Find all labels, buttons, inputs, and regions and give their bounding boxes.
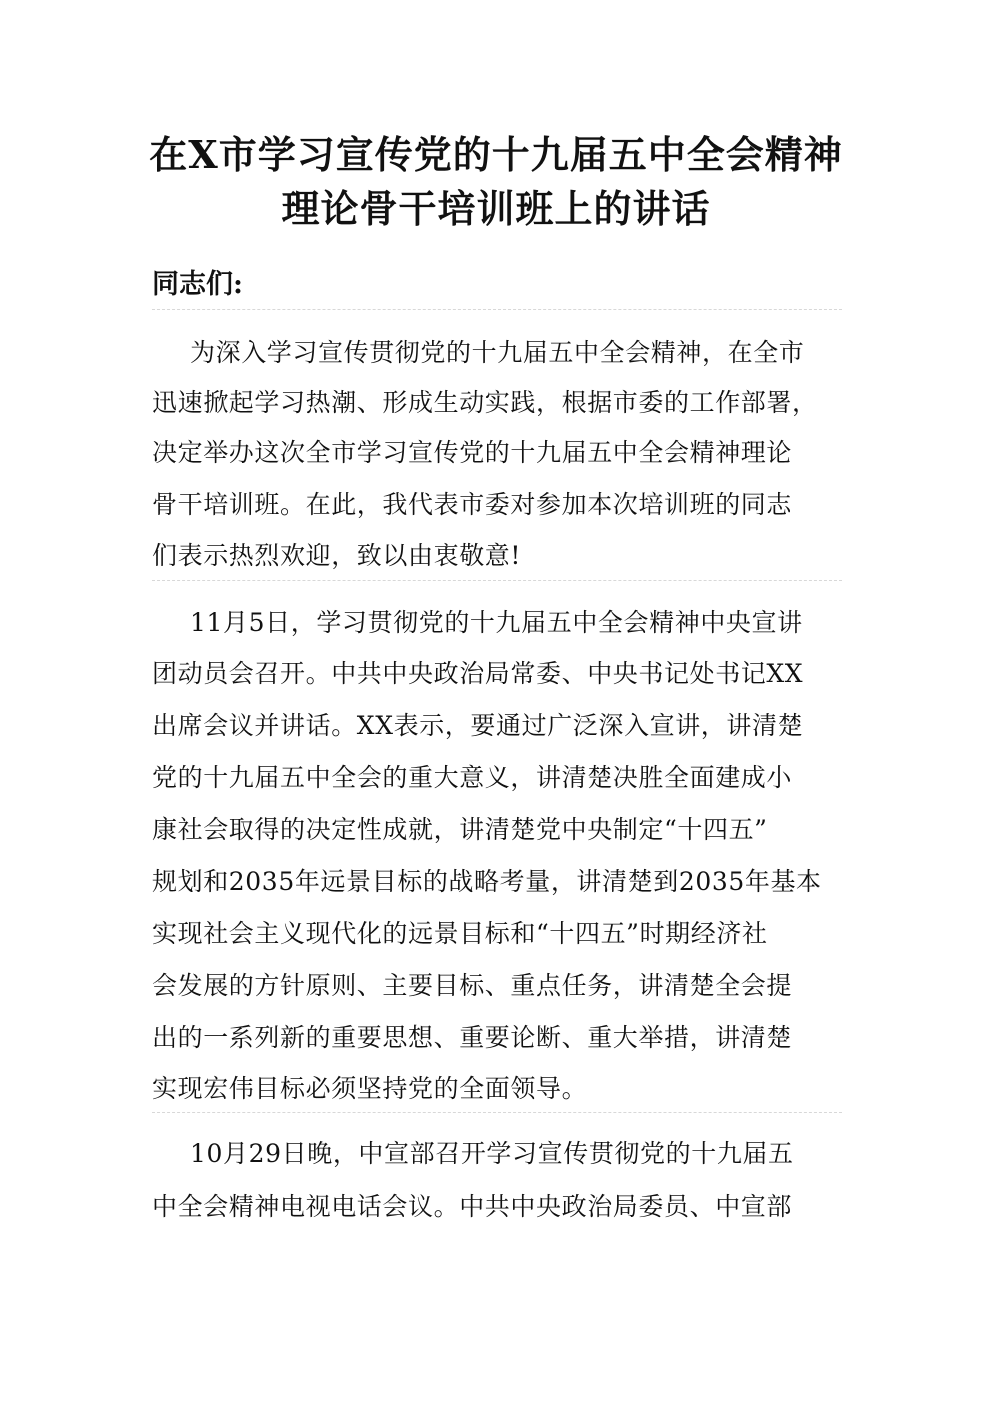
paragraph-3-line-2: 中全会精神电视电话会议。中共中央政治局委员、中宣部 — [152, 1192, 793, 1221]
paragraph-1-line-5: 们表示热烈欢迎，致以由衷敬意! — [152, 541, 522, 570]
paragraph-divider — [152, 309, 842, 310]
paragraph-divider — [152, 580, 842, 581]
paragraph-3-line-1: 10月29日晚，中宣部召开学习宣传贯彻党的十九届五 — [190, 1139, 794, 1168]
document-title-line-1: 在X市学习宣传党的十九届五中全会精神 — [149, 132, 843, 177]
paragraph-2-line-3: 出席会议并讲话。XX表示，要通过广泛深入宣讲，讲清楚 — [152, 711, 804, 740]
paragraph-2-line-9: 出的一系列新的重要思想、重要论断、重大举措，讲清楚 — [152, 1023, 793, 1052]
paragraph-2-line-4: 党的十九届五中全会的重大意义，讲清楚决胜全面建成小 — [152, 763, 793, 792]
paragraph-2-line-5: 康社会取得的决定性成就，讲清楚党中央制定“十四五” — [152, 815, 768, 844]
paragraph-1-line-3: 决定举办这次全市学习宣传党的十九届五中全会精神理论 — [152, 438, 793, 467]
paragraph-2-line-2: 团动员会召开。中共中央政治局常委、中央书记处书记XX — [152, 659, 804, 688]
paragraph-2-line-7: 实现社会主义现代化的远景目标和“十四五”时期经济社 — [152, 919, 768, 948]
paragraph-1-line-1: 为深入学习宣传贯彻党的十九届五中全会精神，在全市 — [190, 338, 805, 367]
paragraph-2-line-1: 11月5日，学习贯彻党的十九届五中全会精神中央宣讲 — [190, 608, 803, 637]
paragraph-2-line-10: 实现宏伟目标必须坚持党的全面领导。 — [152, 1074, 588, 1103]
document-title-line-2: 理论骨干培训班上的讲话 — [281, 186, 711, 231]
salutation: 同志们: — [152, 269, 243, 300]
paragraph-2-line-6: 规划和2035年远景目标的战略考量，讲清楚到2035年基本 — [152, 867, 822, 896]
paragraph-divider — [152, 1112, 842, 1113]
paragraph-1-line-4: 骨干培训班。在此，我代表市委对参加本次培训班的同志 — [152, 490, 793, 519]
paragraph-2-line-8: 会发展的方针原则、主要目标、重点任务，讲清楚全会提 — [152, 971, 793, 1000]
paragraph-1-line-2: 迅速掀起学习热潮、形成生动实践，根据市委的工作部署， — [152, 388, 818, 417]
